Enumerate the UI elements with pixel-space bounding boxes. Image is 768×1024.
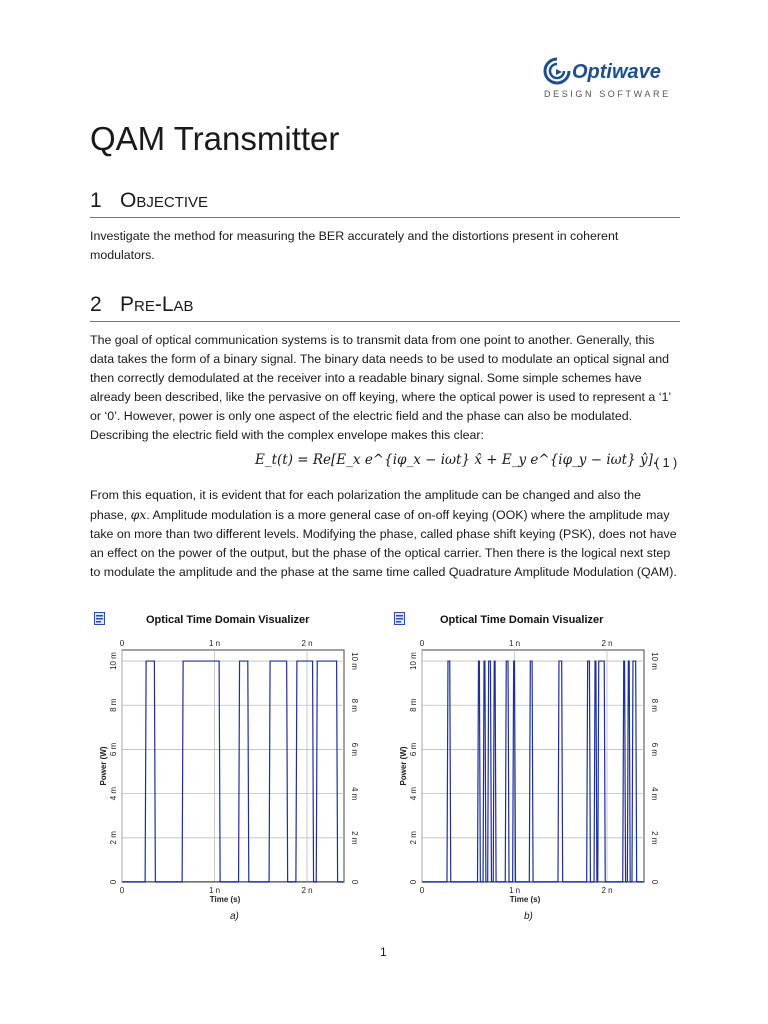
chart-a [90, 608, 360, 913]
objective-paragraph: Investigate the method for measuring the BER accurately and the distortions present in coherent modulators. [90, 229, 619, 262]
y-tick-label-right: 10 m [350, 652, 359, 670]
y-tick-label-right: 8 m [650, 698, 659, 712]
phi-x-symbol: φx [130, 507, 147, 522]
x-tick-label-top: 1 n [208, 639, 221, 648]
electric-field-equation: E_t(t) = Re[E_x e^{iφ_x − iωt} x̂ + E_y e^{iφ_y − iωt} ŷ]. [255, 452, 658, 468]
section-heading-objective [90, 189, 680, 218]
x-tick-label-bottom: 1 n [508, 886, 521, 895]
y-tick-label-left: 10 m [409, 652, 418, 670]
y-tick-label-right: 6 m [350, 742, 359, 757]
document-title: QAM Transmitter [90, 120, 340, 157]
section-number: 2 [90, 293, 102, 316]
equation-number: ( 1 ) [655, 456, 678, 470]
chart-title: Optical Time Domain Visualizer [440, 614, 604, 626]
page-number: 1 [380, 945, 387, 959]
y-tick-label-right: 4 m [650, 786, 659, 801]
y-tick-label-left: 8 m [409, 698, 418, 712]
y-tick-label-left: 4 m [409, 786, 418, 801]
section-title: Objective [120, 189, 209, 212]
x-tick-label-top: 2 n [601, 639, 613, 648]
chart-title: Optical Time Domain Visualizer [146, 614, 310, 626]
figure-caption: b) [524, 911, 533, 922]
y-tick-label-left: 8 m [109, 698, 118, 712]
y-tick-label-right: 0 [650, 879, 659, 885]
y-tick-label-left: 6 m [109, 742, 118, 757]
x-axis-label: Time (s) [509, 895, 541, 904]
prelab-paragraph-2 [90, 486, 680, 582]
x-tick-label-top: 2 n [301, 639, 313, 648]
x-axis-label: Time (s) [209, 895, 241, 904]
y-tick-label-right: 8 m [350, 698, 359, 712]
y-tick-label-left: 4 m [109, 786, 118, 801]
x-tick-label-top: 0 [419, 639, 425, 648]
y-tick-label-right: 2 m [350, 831, 359, 845]
y-axis-label: Power (W) [399, 746, 408, 786]
x-tick-label-bottom: 2 n [601, 886, 613, 895]
figure-b [390, 608, 660, 922]
y-tick-label-left: 10 m [109, 652, 118, 670]
y-tick-label-left: 0 [409, 879, 418, 885]
y-tick-label-right: 6 m [650, 742, 659, 757]
section-heading-prelab [90, 293, 680, 322]
logo-brand: Optiwave [572, 61, 661, 83]
figure-a [90, 608, 360, 922]
section-title: Pre-Lab [120, 293, 194, 316]
y-tick-label-left: 6 m [409, 742, 418, 757]
section-number: 1 [90, 189, 102, 212]
x-tick-label-bottom: 1 n [208, 886, 221, 895]
x-tick-label-top: 1 n [508, 639, 521, 648]
optiwave-logo [540, 52, 680, 100]
y-tick-label-right: 10 m [650, 652, 659, 670]
paragraph-text: From this equation, it is evident that for each polarization the amplitude can be changed and also the phase, [90, 488, 642, 522]
y-axis-label: Power (W) [99, 746, 108, 786]
paragraph-text: . Amplitude modulation is a more general case of on-off keying (OOK) where the amplitude may take on more than two different levels. Modifying the phase, called phase shift keying (PSK), does not have an effect on the power of the output, but the phase of the optical carrier. Then there is the logical next step to modulate the amplitude and the phase at the same time called Quadrature Amplitude Modulation (QAM). [90, 508, 677, 579]
y-tick-label-left: 2 m [409, 831, 418, 845]
y-tick-label-left: 0 [109, 879, 118, 885]
x-tick-label-bottom: 0 [419, 886, 425, 895]
optiwave-logo-icon [542, 56, 572, 86]
figure-caption: a) [230, 911, 239, 922]
x-tick-label-bottom: 0 [119, 886, 125, 895]
x-tick-label-top: 0 [119, 639, 125, 648]
chart-b [390, 608, 660, 913]
logo-tagline: DESIGN SOFTWARE [544, 89, 671, 99]
x-tick-label-bottom: 2 n [301, 886, 313, 895]
y-tick-label-left: 2 m [109, 831, 118, 845]
y-tick-label-right: 0 [350, 879, 359, 885]
y-tick-label-right: 2 m [650, 831, 659, 845]
y-tick-label-right: 4 m [350, 786, 359, 801]
prelab-paragraph-1: The goal of optical communication systems is to transmit data from one point to another. Generally, this data takes the form of a binary signal. The binary data needs to be used to modulate an optical signal and then correctly demodulated at the receiver into a readable binary signal. Some simple schemes have already been described, like the pervasive on off keying, where the optical power is used to represent a ‘1’ or ‘0’. However, power is only one aspect of the electric field and the phase can also be modulated. Describing the electric field with the complex envelope makes this clear: [90, 333, 671, 442]
